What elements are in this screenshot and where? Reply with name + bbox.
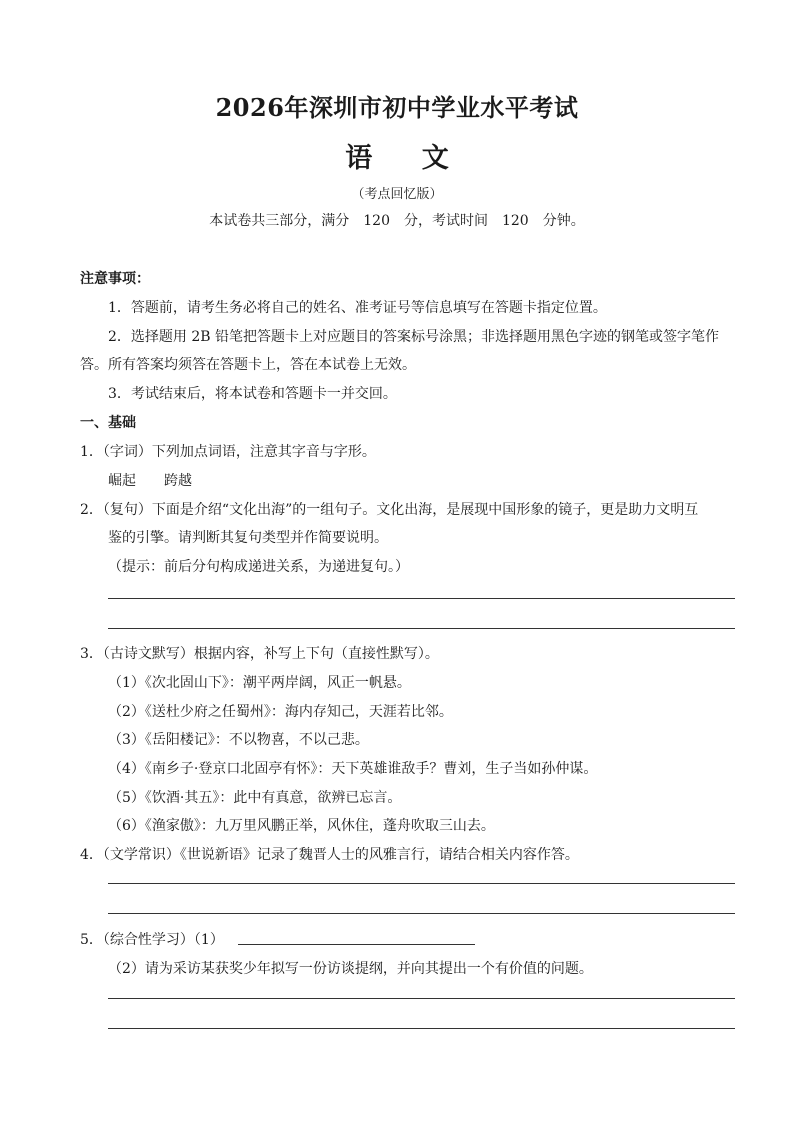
notice-item-2-cont: 答。所有答案均须答在答题卡上，答在本试卷上无效。	[80, 357, 416, 373]
poem-item-4: （4）《南乡子·登京口北固亭有怀》：天下英雄谁敌手？曹刘，生子当如孙仲谋。	[108, 761, 598, 777]
question-5: 5．（综合性学习）（1）	[80, 932, 224, 948]
notice-item-2: 2．选择题用 2B 铅笔把答题卡上对应题目的答案标号涂黑；非选择题用黑色字迹的钢笔或签字笔作	[108, 329, 720, 345]
question-1-words: 崛起 跨越	[108, 473, 192, 489]
exam-title: 2026年深圳市初中学业水平考试	[215, 93, 579, 122]
question-4: 4．（文学常识）《世说新语》记录了魏晋人士的风雅言行，请结合相关内容作答。	[80, 847, 579, 863]
question-2: 2．（复句）下面是介绍“文化出海”的一组句子。文化出海，是展现中国形象的镜子，更是助力文明互	[80, 502, 699, 518]
notice-item-1: 1．答题前，请考生务必将自己的姓名、准考证号等信息填写在答题卡指定位置。	[108, 300, 607, 316]
notice-item-3: 3．考试结束后，将本试卷和答题卡一并交回。	[108, 386, 397, 402]
answer-line[interactable]	[108, 883, 735, 884]
answer-line[interactable]	[108, 628, 735, 629]
answer-line[interactable]	[108, 998, 735, 999]
notice-heading: 注意事项：	[80, 271, 150, 287]
answer-blank[interactable]	[238, 944, 475, 945]
question-5-part-2: （2）请为采访某获奖少年拟写一份访谈提纲，并向其提出一个有价值的问题。	[108, 961, 593, 977]
exam-info: 本试卷共三部分，满分 120 分，考试时间 120 分钟。	[209, 213, 585, 229]
subject-title: 语 文	[345, 143, 469, 174]
question-3: 3．（古诗文默写）根据内容，补写上下句（直接性默写）。	[80, 646, 439, 662]
answer-line[interactable]	[108, 1028, 735, 1029]
poem-item-3: （3）《岳阳楼记》：不以物喜，不以己悲。	[108, 732, 369, 748]
poem-item-1: （1）《次北固山下》：潮平两岸阔，风正一帆悬。	[108, 675, 411, 691]
answer-line[interactable]	[108, 913, 735, 914]
section-heading: 一、基础	[80, 415, 136, 431]
poem-item-2: （2）《送杜少府之任蜀州》：海内存知己，天涯若比邻。	[108, 704, 453, 720]
poem-item-5: （5）《饮酒·其五》：此中有真意，欲辨已忘言。	[108, 790, 402, 806]
question-1: 1．（字词）下列加点词语，注意其字音与字形。	[80, 444, 376, 460]
poem-item-6: （6）《渔家傲》：九万里风鹏正举，风休住，蓬舟吹取三山去。	[108, 818, 495, 834]
edition-note: （考点回忆版）	[351, 187, 443, 202]
question-2-cont: 鉴的引擎。请判断其复句类型并作简要说明。	[108, 530, 388, 546]
question-2-hint: （提示：前后分句构成递进关系，为递进复句。）	[108, 559, 409, 575]
answer-line[interactable]	[108, 598, 735, 599]
